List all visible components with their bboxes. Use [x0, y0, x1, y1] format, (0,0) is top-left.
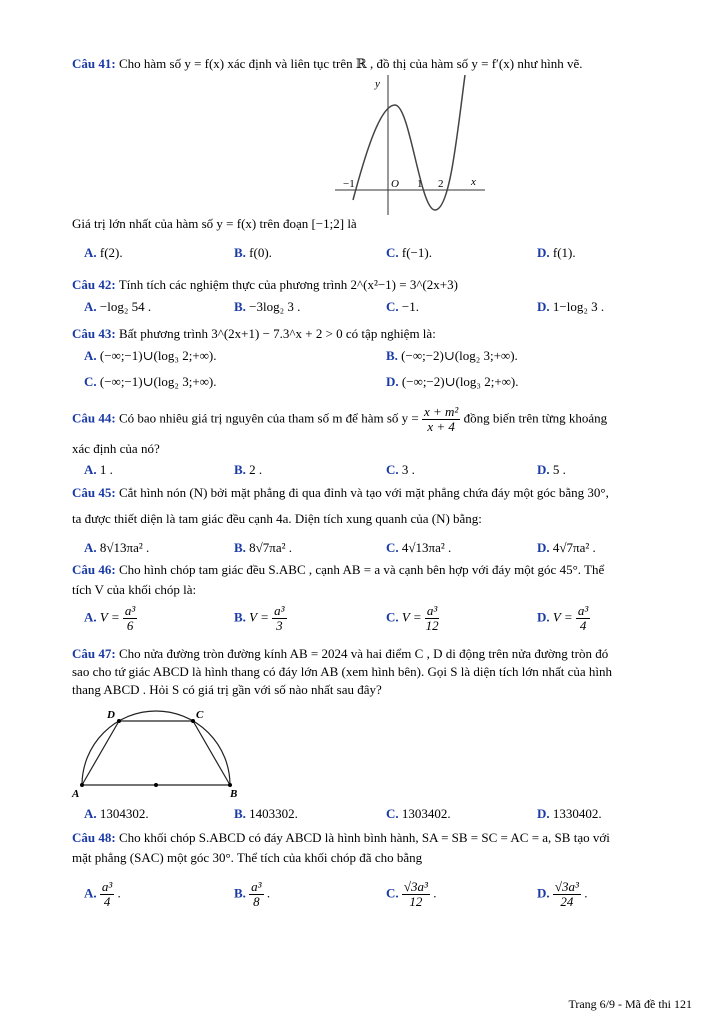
q46-statement: Câu 46: Cho hình chóp tam giác đều S.ABC , cạnh AB = a và cạnh bên hợp với đáy một góc 45°. Thể — [72, 562, 605, 577]
q48-statement-line2: mặt phẳng (SAC) một góc 30°. Thể tích của khối chóp đã cho bằng — [72, 850, 423, 865]
label-b: B — [230, 788, 238, 800]
q44-statement-line2: xác định của nó? — [72, 441, 160, 456]
q47-option-b[interactable]: B. 1403302. — [234, 806, 298, 821]
q47-option-d[interactable]: D. 1330402. — [537, 806, 602, 821]
q45-option-a[interactable]: A. 8√13πa² . — [84, 540, 150, 555]
q48-statement: Câu 48: Cho khối chóp S.ABCD có đáy ABCD là hình bình hành, SA = SB = SC = AC = a, SB tạo với — [72, 830, 610, 845]
q48-option-b[interactable]: B. $\frac{\text{a³}}{8}$ . — [234, 879, 271, 909]
q43-option-c[interactable]: C. (−∞;−1)∪(log₂ 3;+∞). — [84, 374, 217, 389]
q41-derivative-graph — [335, 75, 485, 215]
q46-statement-line2: tích V của khối chóp là: — [72, 582, 197, 597]
x-axis-label: x — [471, 176, 476, 188]
tick-2: 2 — [438, 178, 444, 190]
q41-option-d[interactable]: D. f(1). — [537, 245, 576, 260]
q47-statement: Câu 47: Cho nửa đường tròn đường kính AB = 2024 và hai điểm C , D di động trên nửa đường tròn đó — [72, 646, 609, 661]
q42-statement: Câu 42: Tính tích các nghiệm thực của phương trình 2^(x²−1) = 3^(2x+3) — [72, 277, 458, 292]
origin-label: O — [391, 178, 399, 190]
q44-fraction: $\frac{\text{x + m²}}{x + 4}$ — [423, 404, 459, 434]
q45-option-b[interactable]: B. 8√7πa² . — [234, 540, 293, 555]
q44-option-d[interactable]: D. 5 . — [537, 462, 566, 477]
q46-option-b[interactable]: B. V = $\frac{\text{a³}}{3}$ — [234, 603, 285, 633]
label-a: A — [72, 788, 80, 800]
q44-option-a[interactable]: A. 1 . — [84, 462, 113, 477]
point-d — [117, 719, 121, 723]
point-b — [228, 783, 232, 787]
q42-option-b[interactable]: B. −3log₂ 3 . — [234, 299, 301, 314]
q42-option-c[interactable]: C. −1. — [386, 299, 419, 314]
q43-option-d[interactable]: D. (−∞;−2)∪(log₃ 2;+∞). — [386, 374, 519, 389]
q46-option-a[interactable]: A. V = $\frac{\text{a³}}{6}$ — [84, 603, 136, 633]
page-footer: Trang 6/9 - Mã đề thi 121 — [568, 997, 692, 1011]
q45-option-c[interactable]: C. 4√13πa² . — [386, 540, 452, 555]
y-axis-label: y — [375, 78, 380, 90]
q47-option-c[interactable]: C. 1303402. — [386, 806, 451, 821]
q47-statement-line2: sao cho tứ giác ABCD là hình thang có đáy lớn AB (xem hình bên). Gọi S là diện tích lớn nhất của hình — [72, 664, 612, 679]
q41-option-b[interactable]: B. f(0). — [234, 245, 272, 260]
trapezoid-sides — [82, 721, 230, 785]
q44-statement: Câu 44: Có bao nhiêu giá trị nguyên của tham số m để hàm số y = $\frac{\text{x + m²}}{x + 4}$ đồng biến trên từng khoảng — [72, 404, 608, 434]
q45-option-d[interactable]: D. 4√7πa² . — [537, 540, 596, 555]
q46-option-c[interactable]: C. V = $\frac{\text{a³}}{12}$ — [386, 603, 439, 633]
label-d: D — [107, 709, 115, 721]
q48-option-d[interactable]: D. $\frac{\text{√3a³}}{24}$ . — [537, 879, 588, 909]
point-a — [80, 783, 84, 787]
q43-option-b[interactable]: B. (−∞;−2)∪(log₂ 3;+∞). — [386, 348, 518, 363]
q41-question: Giá trị lớn nhất của hàm số y = f(x) trên đoạn [−1;2] là — [72, 216, 357, 231]
q46-option-d[interactable]: D. V = $\frac{\text{a³}}{4}$ — [537, 603, 589, 633]
semicircle-arc — [82, 711, 230, 785]
q45-statement: Câu 45: Cắt hình nón (N) bởi mặt phẳng đi qua đỉnh và tạo với mặt phẳng chứa đáy một góc bằng 30°, — [72, 485, 609, 500]
q41-statement — [72, 56, 583, 72]
q41-label: Câu 41: — [72, 56, 116, 71]
center-point — [154, 783, 158, 787]
q47-statement-line3: thang ABCD . Hỏi S có giá trị gần với số nào nhất sau đây? — [72, 682, 382, 697]
q43-statement: Câu 43: Bất phương trình 3^(2x+1) − 7.3^x + 2 > 0 có tập nghiệm là: — [72, 326, 436, 341]
q42-option-a[interactable]: A. −log₂ 54 . — [84, 299, 152, 314]
q41-option-c[interactable]: C. f(−1). — [386, 245, 432, 260]
q42-option-d[interactable]: D. 1−log₂ 3 . — [537, 299, 605, 314]
q47-trapezoid-figure — [70, 705, 245, 800]
q45-statement-line2: ta được thiết diện là tam giác đều cạnh 4a. Diện tích xung quanh của (N) bằng: — [72, 511, 482, 526]
q41-text: Cho hàm số y = f(x) xác định và liên tục trên ℝ , đồ thị của hàm số y = f′(x) như hình vẽ. — [118, 56, 583, 71]
q48-option-a[interactable]: A. $\frac{\text{a³}}{4}$ . — [84, 879, 121, 909]
tick-minus1: −1 — [343, 178, 355, 190]
tick-1: 1 — [417, 178, 423, 190]
q48-option-c[interactable]: C. $\frac{\text{√3a³}}{12}$ . — [386, 879, 437, 909]
label-c: C — [196, 709, 204, 721]
q44-option-c[interactable]: C. 3 . — [386, 462, 415, 477]
q47-option-a[interactable]: A. 1304302. — [84, 806, 149, 821]
point-c — [191, 719, 195, 723]
q44-option-b[interactable]: B. 2 . — [234, 462, 263, 477]
q41-option-a[interactable]: A. f(2). — [84, 245, 123, 260]
q43-option-a[interactable]: A. (−∞;−1)∪(log₃ 2;+∞). — [84, 348, 217, 363]
